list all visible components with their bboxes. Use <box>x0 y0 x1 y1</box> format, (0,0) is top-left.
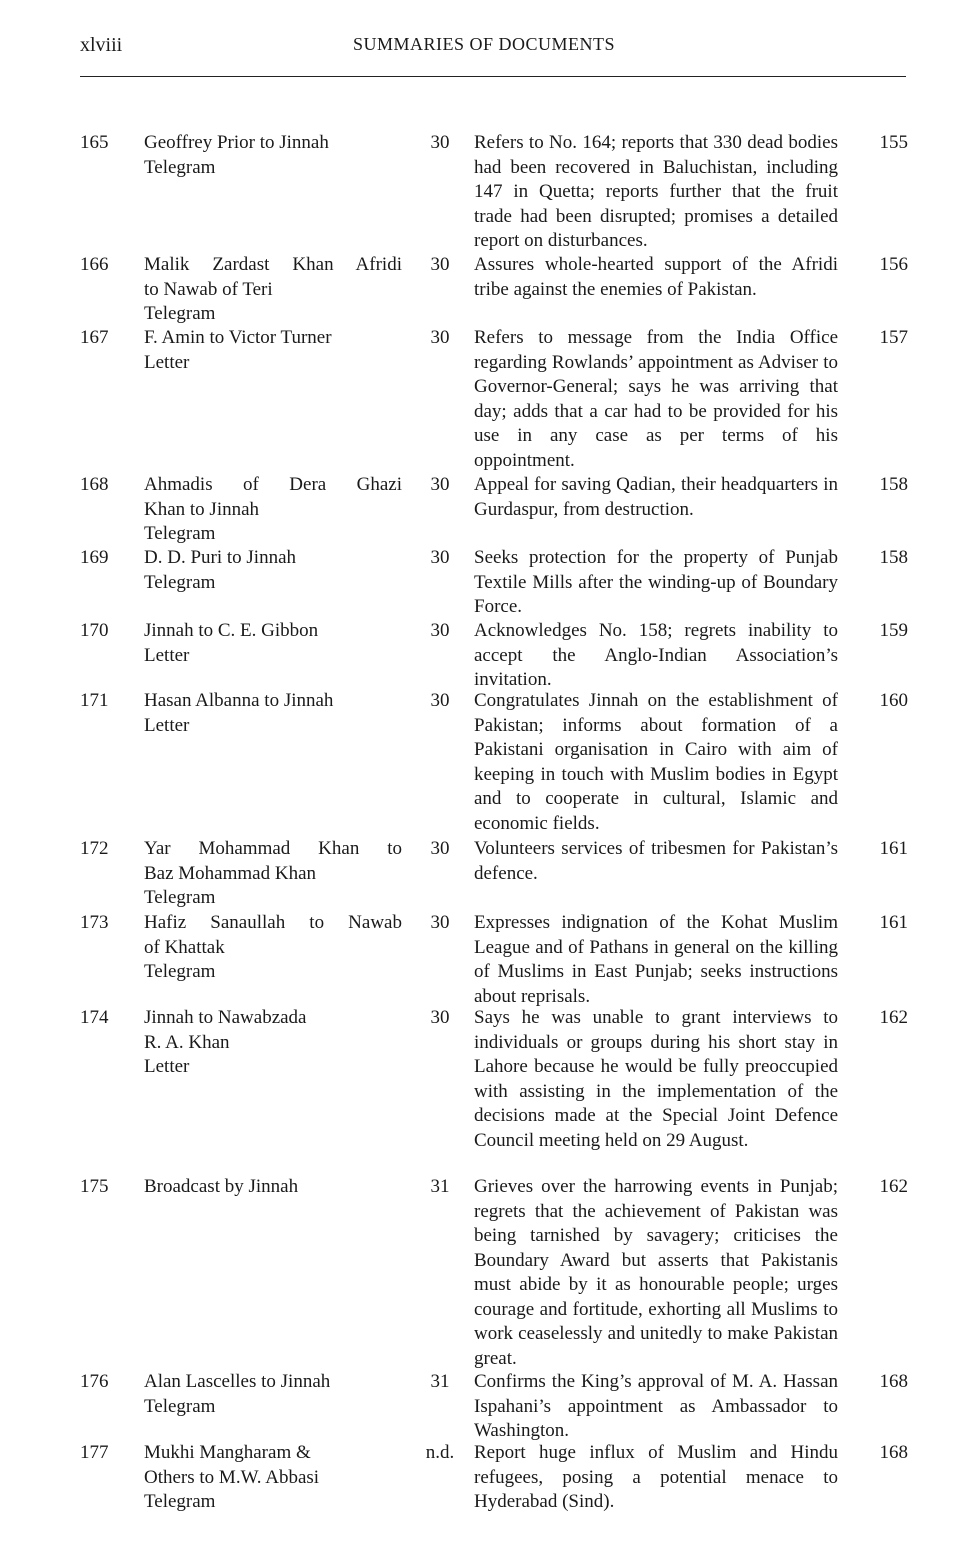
entry-from <box>144 1441 402 1515</box>
entry-page: 157 <box>879 327 908 348</box>
entry-from <box>144 253 402 327</box>
entry-number: 174 <box>80 1007 109 1028</box>
entry-date: n.d. <box>425 1442 455 1463</box>
entry-from <box>144 837 402 911</box>
entry-date: 30 <box>430 690 450 711</box>
entry-date: 30 <box>430 547 450 568</box>
entry-from <box>144 131 402 180</box>
entry-page: 168 <box>879 1371 908 1392</box>
entry-from-line: Jinnah to C. E. Gibbon <box>144 620 319 641</box>
entry-page: 168 <box>879 1442 908 1463</box>
entry-summary: Expresses indignation of the Kohat Muslim League and of Pathans in general on the killing of Muslims in East Punjab; seeks instructions about reprisals. <box>474 912 838 1007</box>
entry-from-line: Telegram <box>144 156 216 178</box>
entry-from-line: Alan Lascelles to Jinnah <box>144 1371 331 1392</box>
entry-number: 177 <box>80 1442 109 1463</box>
entry-summary: Congratulates Jinnah on the establishment of Pakistan; informs about formation of a Pakistani organisation in Cairo with aim of keeping in touch with Muslim bodies in Egypt and to cooperate in cultural, Islamic and economic fields. <box>474 690 838 834</box>
entry-date: 30 <box>430 474 450 495</box>
entry-date: 30 <box>430 1007 450 1028</box>
entry-number: 176 <box>80 1371 109 1392</box>
entry-date: 30 <box>430 912 450 933</box>
entry-from-line: Telegram <box>144 961 216 982</box>
entry-number: 167 <box>80 327 109 348</box>
entry-from-line: Broadcast by Jinnah <box>144 1176 299 1197</box>
entry-number: 173 <box>80 912 109 933</box>
entry-from-line: D. D. Puri to Jinnah <box>144 547 296 568</box>
entry-from-line: Mukhi Mangharam & <box>144 1442 311 1463</box>
entry-from-line: Malik Zardast Khan Afridi <box>144 254 402 275</box>
entry-from-line: R. A. Khan <box>144 1031 230 1053</box>
entry-summary: Says he was unable to grant interviews to individuals or groups during his short stay in Lahore because he would be fully preoccupied with assisting in the implementation of the decisions made at the Special Joint Defence Council meeting held on 29 August. <box>474 1007 838 1151</box>
entry-date: 30 <box>430 132 450 153</box>
entry-from-line: Hafiz Sanaullah to Nawab <box>144 912 402 933</box>
entry-from-line: Hasan Albanna to Jinnah <box>144 690 334 711</box>
entry-summary: Acknowledges No. 158; regrets inability to accept the Anglo-Indian Association’s invitation. <box>474 620 838 690</box>
entry-summary: Appeal for saving Qadian, their headquarters in Gurdaspur, from destruction. <box>474 474 838 520</box>
entry-summary: Refers to message from the India Office regarding Rowlands’ appointment as Adviser to Governor-General; says he was arriving that day; adds that a car had to be provided for his use in any case as per terms of his oppointment. <box>474 327 838 471</box>
entry-from-line: F. Amin to Victor Turner <box>144 327 332 348</box>
entry-from <box>144 689 402 738</box>
entry-date: 31 <box>430 1176 450 1197</box>
entry-from <box>144 619 402 668</box>
entry-page: 155 <box>879 132 908 153</box>
entry-page: 162 <box>879 1176 908 1197</box>
entry-page: 161 <box>879 912 908 933</box>
entry-from-line: Others to M.W. Abbasi <box>144 1466 320 1488</box>
entry-summary: Assures whole-hearted support of the Afridi tribe against the enemies of Pakistan. <box>474 254 838 300</box>
entry-date: 30 <box>430 254 450 275</box>
entry-from <box>144 1175 402 1200</box>
entry-from-line: Baz Mohammad Khan <box>144 862 317 884</box>
entry-from <box>144 911 402 985</box>
entry-from-line: Telegram <box>144 571 216 593</box>
entry-from-line: Telegram <box>144 523 216 544</box>
entry-page: 160 <box>879 690 908 711</box>
entry-from-line: Telegram <box>144 303 216 324</box>
entry-from-line: Telegram <box>144 1491 216 1512</box>
entry-from-line: Yar Mohammad Khan to <box>144 838 402 859</box>
entry-from <box>144 546 402 595</box>
entry-number: 171 <box>80 690 109 711</box>
entry-date: 30 <box>430 838 450 859</box>
entry-from <box>144 473 402 547</box>
entry-from-line: Letter <box>144 1056 190 1077</box>
entry-page: 161 <box>879 838 908 859</box>
header-rule <box>80 76 906 77</box>
entry-number: 165 <box>80 132 109 153</box>
entry-from-line: Ahmadis of Dera Ghazi <box>144 474 402 495</box>
entry-from-line: to Nawab of Teri <box>144 278 273 300</box>
entry-date: 30 <box>430 620 450 641</box>
entry-page: 159 <box>879 620 908 641</box>
entry-from-line: Jinnah to Nawabzada <box>144 1007 307 1028</box>
entry-summary: Confirms the King’s approval of M. A. Hassan Ispahani’s appointment as Ambassador to Washington. <box>474 1371 838 1441</box>
entry-page: 156 <box>879 254 908 275</box>
entry-number: 170 <box>80 620 109 641</box>
entry-number: 175 <box>80 1176 109 1197</box>
entry-number: 169 <box>80 547 109 568</box>
entry-number: 172 <box>80 838 109 859</box>
entry-from-line: Geoffrey Prior to Jinnah <box>144 132 329 153</box>
entry-summary: Volunteers services of tribesmen for Pakistan’s defence. <box>474 838 838 884</box>
entry-from-line: Telegram <box>144 887 216 908</box>
page-number: xlviii <box>80 34 123 56</box>
entry-from <box>144 326 402 375</box>
entry-from <box>144 1370 402 1419</box>
entry-page: 158 <box>879 547 908 568</box>
entry-date: 31 <box>430 1371 450 1392</box>
entry-summary: Grieves over the harrowing events in Punjab; regrets that the achievement of Pakistan was being tarnished by savagery; criticises the Boundary Award but asserts that Pakistanis must abide by it as honourable people; urges courage and fortitude, exhorting all Muslims to work ceaselessly and unitedly to make Pakistan great. <box>474 1176 838 1369</box>
entry-summary: Report huge influx of Muslim and Hindu refugees, posing a potential menace to Hyderabad (Sind). <box>474 1442 838 1512</box>
entry-summary: Refers to No. 164; reports that 330 dead bodies had been recovered in Baluchistan, including 147 in Quetta; reports further that the fruit trade had been disrupted; promises a detailed report on disturbances. <box>474 132 838 251</box>
entry-from <box>144 1006 402 1080</box>
entry-from-line: Telegram <box>144 1395 216 1417</box>
entry-from-line: Khan to Jinnah <box>144 498 260 520</box>
entry-date: 30 <box>430 327 450 348</box>
entry-summary: Seeks protection for the property of Punjab Textile Mills after the winding-up of Boundary Force. <box>474 547 838 617</box>
entry-from-line: Letter <box>144 351 190 373</box>
entry-page: 162 <box>879 1007 908 1028</box>
entry-page: 158 <box>879 474 908 495</box>
entry-from-line: of Khattak <box>144 936 225 958</box>
entry-number: 166 <box>80 254 109 275</box>
entry-from-line: Letter <box>144 714 190 736</box>
entry-number: 168 <box>80 474 109 495</box>
entry-from-line: Letter <box>144 644 190 666</box>
running-title: SUMMARIES OF DOCUMENTS <box>352 34 616 54</box>
